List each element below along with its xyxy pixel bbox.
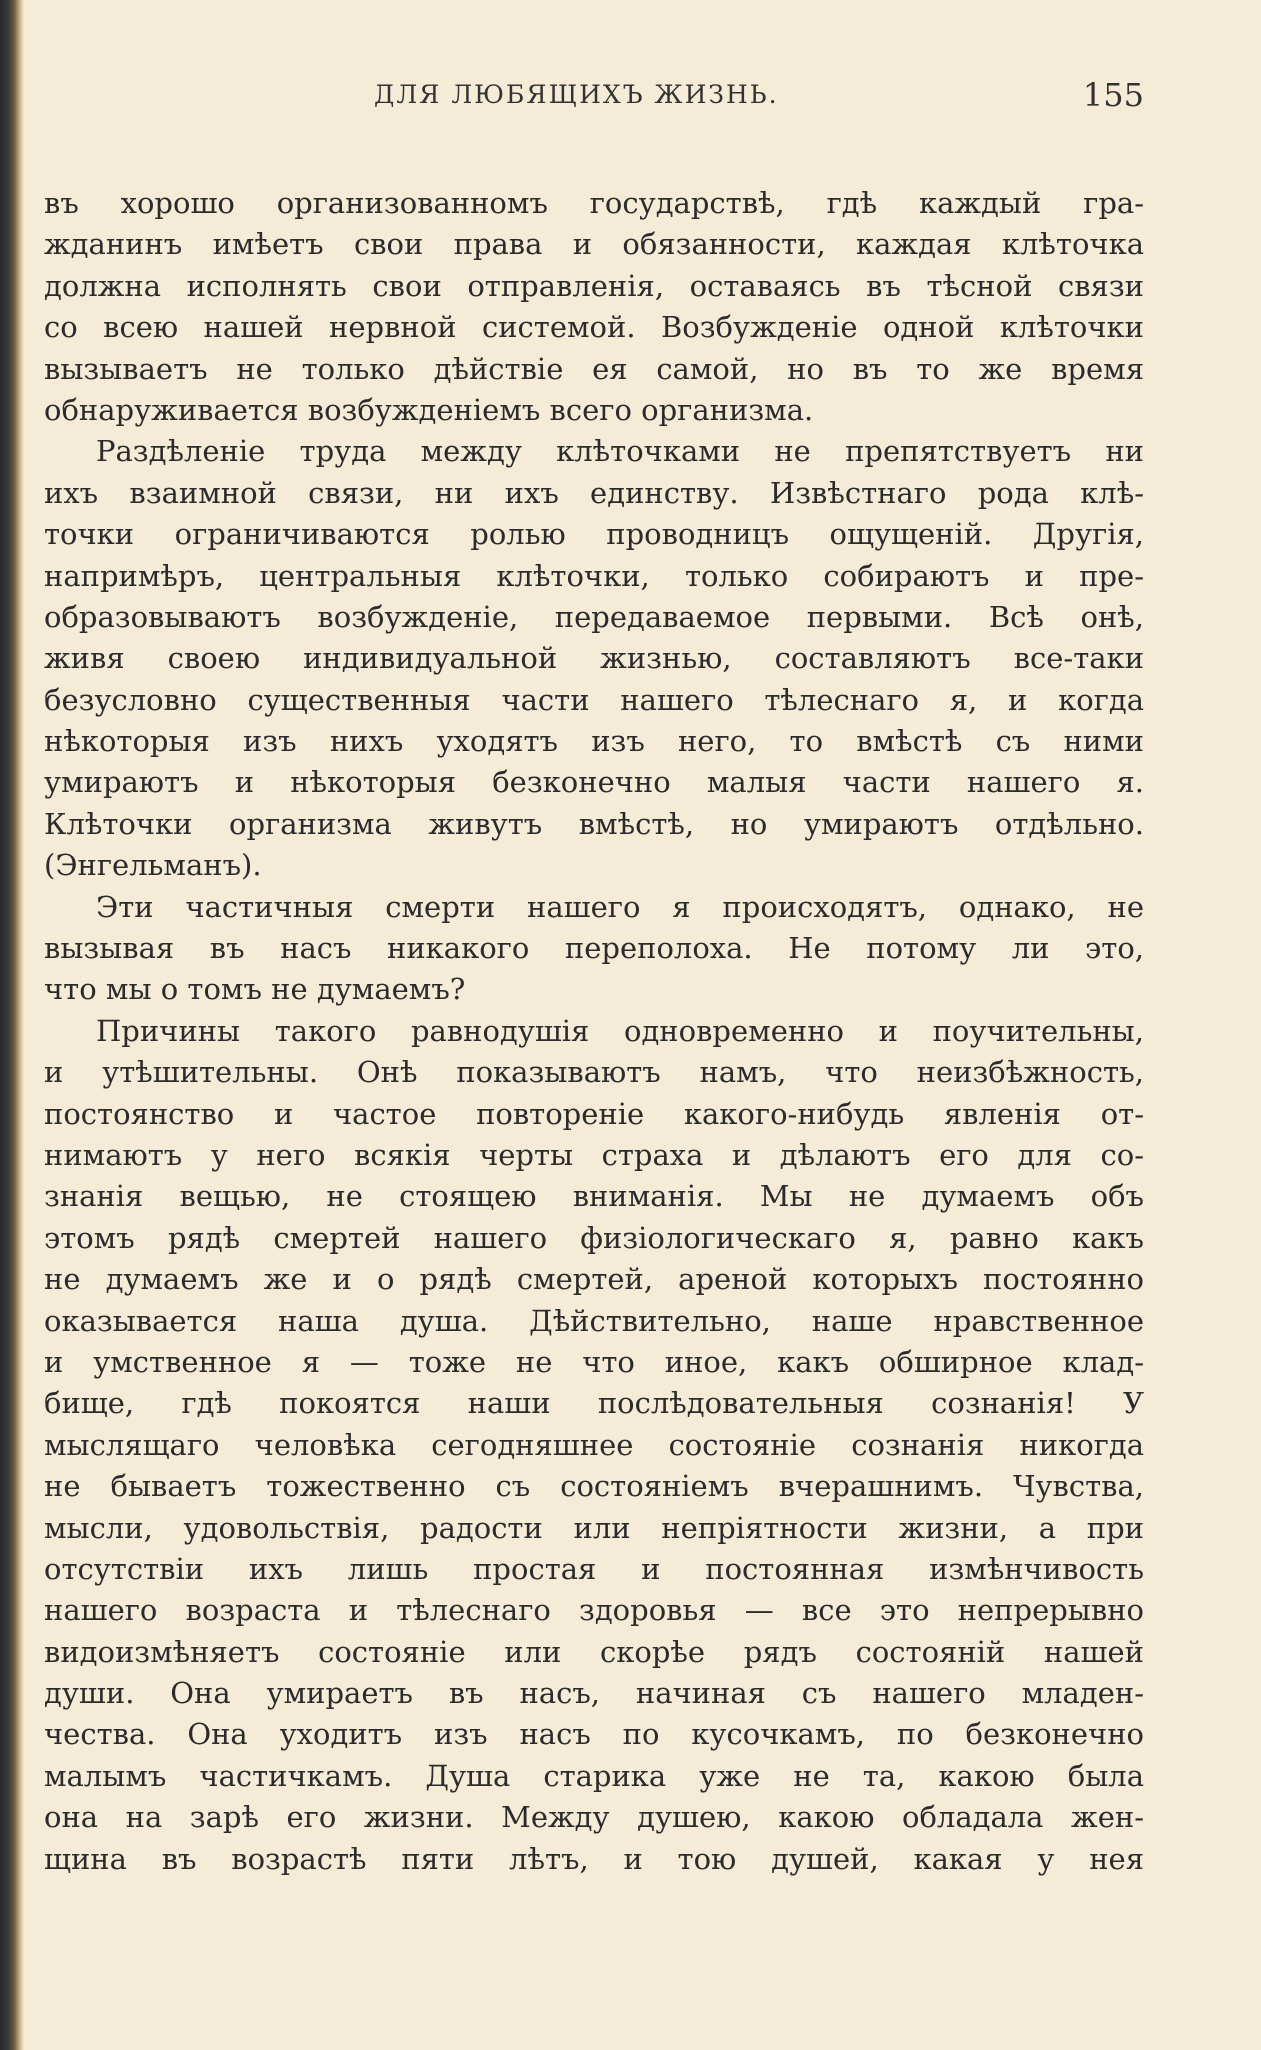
text-line: вызываетъ не только дѣйствіе ея самой, но въ то же время [44,351,1144,386]
running-title: ДЛЯ ЛЮБЯЩИХЪ ЖИЗНЬ. [374,80,779,109]
page-number: 155 [1082,76,1144,114]
text-line: мыслящаго человѣка сегодняшнее состояніе сознанія никогда [44,1427,1144,1462]
text-line: чества. Она уходитъ изъ насъ по кусочкамъ, по безконечно [44,1717,1144,1752]
text-line: нимаютъ у него всякія черты страха и дѣлаютъ его для со- [44,1137,1144,1172]
text-line: обнаруживается возбужденіемъ всего организма. [44,392,814,427]
text-line: въ хорошо организованномъ государствѣ, гдѣ каждый гра- [44,186,1144,220]
text-line: живя своею индивидуальной жизнью, составляютъ все-таки [44,641,1144,676]
text-line: образовываютъ возбужденіе, передаваемое первыми. Всѣ онѣ, [44,599,1144,634]
book-spine-edge [0,0,24,2050]
text-line: напримѣръ, центральныя клѣточки, только собираютъ и пре- [44,558,1144,593]
text-line: не бываетъ тожественно съ состояніемъ вчерашнимъ. Чувства, [44,1469,1144,1504]
text-line: нашего возраста и тѣлеснаго здоровья — все это непрерывно [44,1593,1144,1628]
text-line: не думаемъ же и о рядѣ смертей, ареной которыхъ постоянно [44,1262,1144,1297]
text-line: отсутствіи ихъ лишь простая и постоянная измѣнчивость [44,1551,1144,1586]
text-line: и утѣшительны. Онѣ показываютъ намъ, что неизбѣжность, [44,1055,1144,1090]
text-line: мысли, удовольствія, радости или непріятности жизни, а при [44,1510,1144,1545]
text-line: Эти частичныя смерти нашего я происходятъ, однако, не [96,889,1144,924]
text-line: бище, гдѣ покоятся наши послѣдовательныя сознанія! У [44,1386,1144,1421]
text-line: Клѣточки организма живутъ вмѣстѣ, но умираютъ отдѣльно. [44,806,1144,841]
text-line: точки ограничиваются ролью проводницъ ощущеній. Другія, [44,517,1144,552]
text-line: оказывается наша душа. Дѣйствительно, наше нравственное [44,1303,1144,1338]
text-line: умираютъ и нѣкоторыя безконечно малыя части нашего я. [44,765,1144,800]
text-line: этомъ рядѣ смертей нашего физіологическаго я, равно какъ [44,1220,1144,1255]
text-line: постоянство и частое повтореніе какого-нибудь явленія от- [44,1096,1144,1131]
text-line: малымъ частичкамъ. Душа старика уже не та, какою была [44,1758,1144,1793]
text-line: вызывая въ насъ никакого переполоха. Не потому ли это, [44,931,1144,966]
text-line: (Энгельманъ). [44,848,262,883]
text-line: видоизмѣняетъ состояніе или скорѣе рядъ состояній нашей [44,1634,1144,1669]
text-line: она на зарѣ его жизни. Между душею, какою обладала жен- [44,1800,1144,1835]
book-page [44,0,1144,2050]
body-text [44,183,1144,1880]
text-line: что мы о томъ не думаемъ? [44,972,466,1007]
text-line: щина въ возрастѣ пяти лѣтъ, и тою душей, какая у нея [44,1841,1144,1876]
text-line: безусловно существенныя части нашего тѣлеснаго я, и когда [44,682,1144,717]
text-line: Раздѣленіе труда между клѣточками не препятствуетъ ни [96,434,1144,469]
text-line: нѣкоторыя изъ нихъ уходятъ изъ него, то вмѣстѣ съ ними [44,724,1144,759]
text-line: и умственное я — тоже не что иное, какъ обширное клад- [44,1344,1144,1379]
text-line: жданинъ имѣетъ свои права и обязанности, каждая клѣточка [44,227,1144,262]
text-line: Причины такого равнодушія одновременно и поучительны, [96,1013,1144,1048]
text-line: ихъ взаимной связи, ни ихъ единству. Извѣстнаго рода клѣ- [44,475,1144,510]
text-line: знанія вещью, не стоящею вниманія. Мы не думаемъ объ [44,1179,1144,1214]
page-header [44,76,1144,120]
text-line: со всею нашей нервной системой. Возбужденіе одной клѣточки [44,310,1144,345]
text-line: должна исполнять свои отправленія, оставаясь въ тѣсной связи [44,268,1144,303]
text-line: души. Она умираетъ въ насъ, начиная съ нашего младен- [44,1676,1144,1711]
